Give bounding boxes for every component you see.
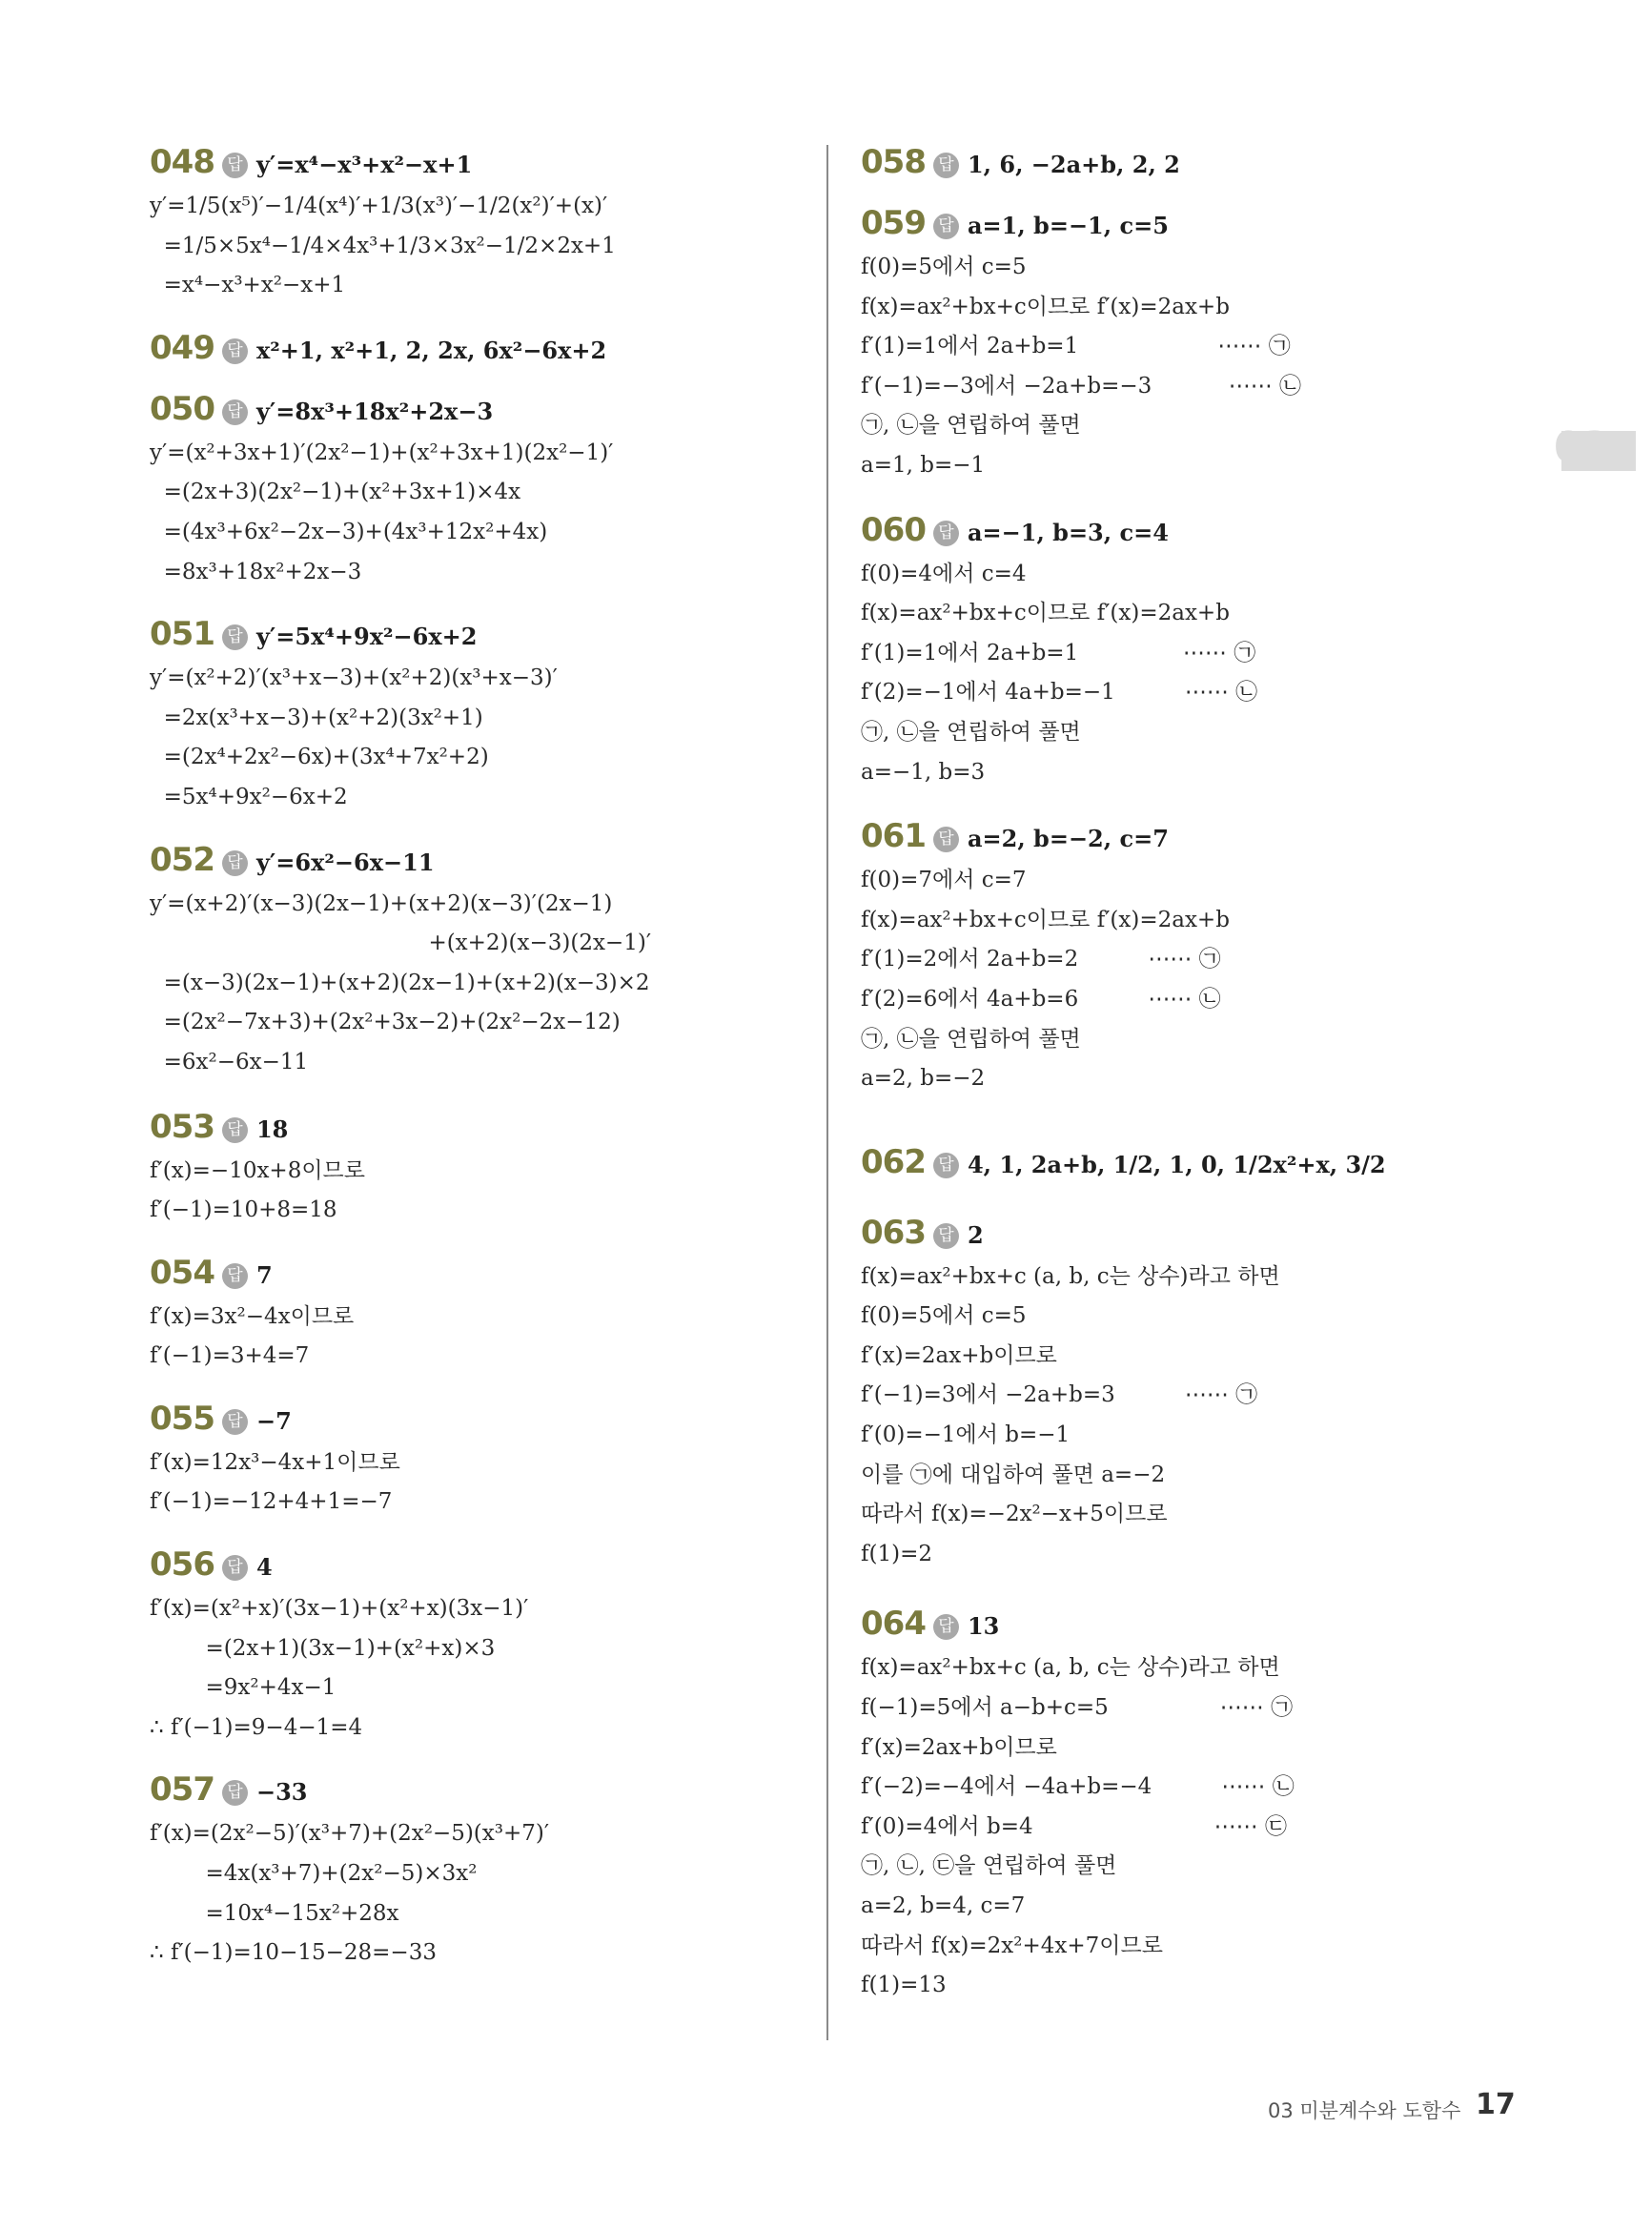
problem-054 [150, 1252, 817, 1377]
column-divider [826, 145, 828, 2040]
problem-049 [150, 327, 817, 369]
solution-line: f′(−2)=−4에서 −4a+b=−4 ⋯⋯ ㉡ [861, 1774, 1295, 1800]
problem-052 [150, 839, 817, 1083]
solution-line: +(x+2)(x−3)(2x−1)′ [150, 931, 652, 956]
problem-051 [150, 613, 817, 817]
solution-line: y′=(x+2)′(x−3)(2x−1)+(x+2)(x−3)′(2x−1) [150, 890, 613, 916]
problem-header [150, 388, 817, 430]
answer-badge-icon: 답 [222, 1780, 248, 1806]
solution-line: f′(x)=12x³−4x+1이므로 [150, 1449, 400, 1475]
answer-text: y′=8x³+18x²+2x−3 [255, 397, 494, 425]
page-number: 17 [1476, 2088, 1516, 2121]
problem-048 [150, 141, 817, 306]
chapter-side-tab-label: 03 [1554, 423, 1609, 472]
problem-number: 062 [861, 1142, 926, 1181]
solution-line: y′=1/5(x⁵)′−1/4(x⁴)′+1/3(x³)′−1/2(x²)′+(x)′ [150, 194, 608, 218]
answer-badge-icon: 답 [933, 214, 959, 239]
solution-lines [150, 1298, 817, 1377]
solution-line: =x⁴−x³+x²−x+1 [150, 273, 346, 298]
answer-text: y′=6x²−6x−11 [255, 848, 435, 876]
solution-lines [150, 187, 817, 306]
solution-line: f′(1)=1에서 2a+b=1 ⋯⋯ ㉠ [861, 334, 1291, 359]
solution-line: f′(x)=(x²+x)′(3x−1)+(x²+x)(3x−1)′ [150, 1596, 529, 1622]
solution-line: 따라서 f(x)=2x²+4x+7이므로 [861, 1933, 1163, 1958]
answer-text: a=2, b=−2, c=7 [967, 825, 1169, 853]
solution-line: =9x²+4x−1 [150, 1675, 337, 1701]
problem-064 [861, 1603, 1395, 2005]
answer-badge-icon: 답 [222, 153, 248, 178]
solution-line: f(x)=ax²+bx+c이므로 f′(x)=2ax+b [861, 907, 1230, 932]
problem-number: 052 [150, 840, 214, 879]
solution-line: =6x²−6x−11 [150, 1049, 309, 1074]
answer-text: 4 [255, 1553, 273, 1582]
answer-text: −7 [255, 1406, 292, 1435]
problem-056 [150, 1544, 817, 1748]
solution-line: f′(2)=6에서 4a+b=6 ⋯⋯ ㉡ [861, 986, 1221, 1012]
answer-text: 13 [967, 1612, 1000, 1641]
solution-line: a=1, b=−1 [861, 452, 986, 478]
solution-line: f(x)=ax²+bx+c이므로 f′(x)=2ax+b [861, 294, 1230, 319]
problem-header [150, 1398, 817, 1440]
solution-line: f′(x)=3x²−4x이므로 [150, 1303, 355, 1329]
answer-badge-icon: 답 [933, 1223, 959, 1249]
problem-number: 060 [861, 510, 926, 549]
solution-line: f(−1)=5에서 a−b+c=5 ⋯⋯ ㉠ [861, 1695, 1294, 1721]
problem-062 [861, 1141, 1395, 1183]
solution-line: =10x⁴−15x²+28x [150, 1900, 399, 1926]
answer-badge-icon: 답 [222, 338, 248, 364]
solution-line: ∴ f′(−1)=10−15−28=−33 [150, 1940, 437, 1966]
problem-058 [861, 141, 1395, 183]
solution-line: ㉠, ㉡을 연립하여 풀면 [861, 1026, 1081, 1052]
solution-line: f′(−1)=3+4=7 [150, 1343, 310, 1369]
problem-number: 051 [150, 615, 214, 654]
solution-lines [150, 1814, 817, 1973]
answer-text: 2 [967, 1220, 984, 1249]
problem-053 [150, 1106, 817, 1231]
solution-line: f′(0)=4에서 b=4 ⋯⋯ ㉢ [861, 1813, 1287, 1839]
problem-050 [150, 388, 817, 592]
solution-lines [150, 434, 817, 592]
problem-header [150, 327, 817, 369]
problem-header [150, 141, 817, 183]
solution-line: f′(2)=−1에서 4a+b=−1 ⋯⋯ ㉡ [861, 680, 1258, 706]
solution-line: =1/5×5x⁴−1/4×4x³+1/3×3x²−1/2×2x+1 [150, 233, 616, 258]
solution-line: f′(−1)=−3에서 −2a+b=−3 ⋯⋯ ㉡ [861, 373, 1302, 399]
problem-header [861, 141, 1395, 183]
problem-header [150, 1769, 817, 1811]
answer-text: x²+1, x²+1, 2, 2x, 6x²−6x+2 [255, 336, 607, 364]
solution-line: ㉠, ㉡을 연립하여 풀면 [861, 719, 1081, 745]
problem-number: 058 [861, 143, 926, 181]
solution-line: f(1)=2 [861, 1541, 932, 1566]
answer-text: a=−1, b=3, c=4 [967, 518, 1169, 546]
solution-lines [861, 248, 1395, 486]
solution-line: =(2x⁴+2x²−6x)+(3x⁴+7x²+2) [150, 745, 489, 770]
solution-line: =5x⁴+9x²−6x+2 [150, 784, 348, 809]
answer-badge-icon: 답 [222, 1555, 248, 1581]
answer-text: a=1, b=−1, c=5 [967, 212, 1169, 239]
problem-header [150, 1544, 817, 1586]
solution-line: y′=(x²+2)′(x³+x−3)+(x²+2)(x³+x−3)′ [150, 665, 558, 691]
problem-number: 059 [861, 204, 926, 242]
answer-text: 7 [255, 1260, 273, 1289]
problem-number: 064 [861, 1605, 926, 1644]
answer-badge-icon: 답 [933, 827, 959, 852]
problem-number: 050 [150, 389, 214, 428]
right-column [861, 141, 1395, 2006]
answer-badge-icon: 답 [222, 1409, 248, 1435]
solution-lines [861, 861, 1395, 1099]
solution-line: f′(1)=1에서 2a+b=1 ⋯⋯ ㉠ [861, 640, 1256, 665]
problem-number: 061 [861, 817, 926, 856]
solution-line: y′=(x²+3x+1)′(2x²−1)+(x²+3x+1)(2x²−1)′ [150, 440, 614, 465]
solution-line: 따라서 f(x)=−2x²−x+5이므로 [861, 1502, 1168, 1527]
problem-061 [861, 815, 1395, 1099]
problem-number: 056 [150, 1545, 214, 1585]
answer-badge-icon: 답 [222, 1117, 248, 1143]
solution-line: f′(x)=(2x²−5)′(x³+7)+(2x²−5)(x³+7)′ [150, 1821, 550, 1847]
answer-text: y′=5x⁴+9x²−6x+2 [255, 623, 478, 651]
solution-line: =2x(x³+x−3)+(x²+2)(3x²+1) [150, 705, 483, 730]
solution-line: f(1)=13 [861, 1973, 947, 1998]
solution-line: =(2x+1)(3x−1)+(x²+x)×3 [150, 1635, 496, 1661]
problem-057 [150, 1769, 817, 1973]
solution-lines [150, 1589, 817, 1748]
solution-line: =(2x+3)(2x²−1)+(x²+3x+1)×4x [150, 480, 521, 505]
answer-badge-icon: 답 [222, 399, 248, 425]
problem-number: 054 [150, 1253, 214, 1292]
problem-header [861, 1603, 1395, 1645]
solution-line: f(0)=5에서 c=5 [861, 1303, 1027, 1329]
solution-line: f′(−1)=−12+4+1=−7 [150, 1489, 393, 1515]
problem-number: 055 [150, 1399, 214, 1438]
answer-text: 1, 6, −2a+b, 2, 2 [967, 151, 1180, 178]
problem-number: 057 [150, 1770, 214, 1810]
footer-chapter-title: 03 미분계수와 도함수 [1268, 2099, 1461, 2122]
solution-line: f′(0)=−1에서 b=−1 [861, 1422, 1071, 1448]
solution-line: a=2, b=−2 [861, 1066, 986, 1092]
solution-lines [150, 885, 817, 1083]
problem-header [150, 1252, 817, 1294]
answer-text: 4, 1, 2a+b, 1/2, 1, 0, 1/2x²+x, 3/2 [967, 1150, 1386, 1178]
solution-line: f(0)=4에서 c=4 [861, 561, 1027, 586]
answer-badge-icon: 답 [933, 521, 959, 546]
solution-line: f(x)=ax²+bx+c이므로 f′(x)=2ax+b [861, 601, 1230, 626]
solution-line: =4x(x³+7)+(2x²−5)×3x² [150, 1861, 478, 1887]
problem-header [150, 839, 817, 881]
problem-header [150, 613, 817, 655]
solution-line: f′(x)=2ax+b이므로 [861, 1342, 1057, 1368]
solution-line: 이를 ㉠에 대입하여 풀면 a=−2 [861, 1462, 1166, 1487]
solution-line: f′(1)=2에서 2a+b=2 ⋯⋯ ㉠ [861, 947, 1221, 972]
solution-line: =(4x³+6x²−2x−3)+(4x³+12x²+4x) [150, 519, 548, 544]
answer-text: −33 [255, 1778, 308, 1807]
problem-number: 063 [861, 1213, 926, 1252]
answer-badge-icon: 답 [933, 1614, 959, 1640]
problem-header [861, 1141, 1395, 1183]
problem-059 [861, 202, 1395, 486]
solution-lines [150, 659, 817, 817]
answer-badge-icon: 답 [933, 1153, 959, 1178]
solution-line: f(0)=7에서 c=7 [861, 868, 1027, 893]
solution-line: f(x)=ax²+bx+c (a, b, c는 상수)라고 하면 [861, 1655, 1280, 1681]
solution-line: f′(x)=2ax+b이므로 [861, 1734, 1057, 1760]
problem-number: 049 [150, 328, 214, 367]
solution-line: f′(x)=−10x+8이므로 [150, 1157, 365, 1183]
answer-text: y′=x⁴−x³+x²−x+1 [255, 151, 473, 178]
answer-badge-icon: 답 [222, 850, 248, 876]
answer-badge-icon: 답 [222, 1263, 248, 1289]
solution-line: ㉠, ㉡을 연립하여 풀면 [861, 413, 1081, 439]
left-column [150, 141, 817, 1974]
problem-063 [861, 1212, 1395, 1575]
solution-lines [861, 1648, 1395, 2005]
answer-badge-icon: 답 [933, 153, 959, 178]
solution-line: f(x)=ax²+bx+c (a, b, c는 상수)라고 하면 [861, 1263, 1280, 1289]
solution-lines [861, 555, 1395, 793]
solution-line: =(x−3)(2x−1)+(x+2)(2x−1)+(x+2)(x−3)×2 [150, 970, 650, 995]
answer-text: 18 [255, 1115, 289, 1143]
solution-line: ∴ f′(−1)=9−4−1=4 [150, 1714, 363, 1740]
solution-line: f′(−1)=10+8=18 [150, 1197, 337, 1223]
solution-line: f′(−1)=3에서 −2a+b=3 ⋯⋯ ㉠ [861, 1382, 1258, 1408]
solution-line: f(0)=5에서 c=5 [861, 255, 1027, 279]
problem-number: 053 [150, 1107, 214, 1146]
solution-line: =8x³+18x²+2x−3 [150, 559, 362, 584]
solution-line: ㉠, ㉡, ㉢을 연립하여 풀면 [861, 1853, 1117, 1879]
solution-lines [150, 1443, 817, 1523]
problem-header [861, 509, 1395, 551]
solution-line: a=2, b=4, c=7 [861, 1893, 1026, 1918]
problem-header [150, 1106, 817, 1148]
answer-badge-icon: 답 [222, 624, 248, 650]
problem-055 [150, 1398, 817, 1523]
solution-line: a=−1, b=3 [861, 759, 986, 785]
solution-line: =(2x²−7x+3)+(2x²+3x−2)+(2x²−2x−12) [150, 1010, 621, 1035]
problem-header [861, 815, 1395, 857]
problem-number: 048 [150, 143, 214, 181]
problem-header [861, 1212, 1395, 1254]
problem-060 [861, 509, 1395, 793]
problem-header [861, 202, 1395, 244]
solution-lines [150, 1152, 817, 1231]
solution-lines [861, 1258, 1395, 1575]
